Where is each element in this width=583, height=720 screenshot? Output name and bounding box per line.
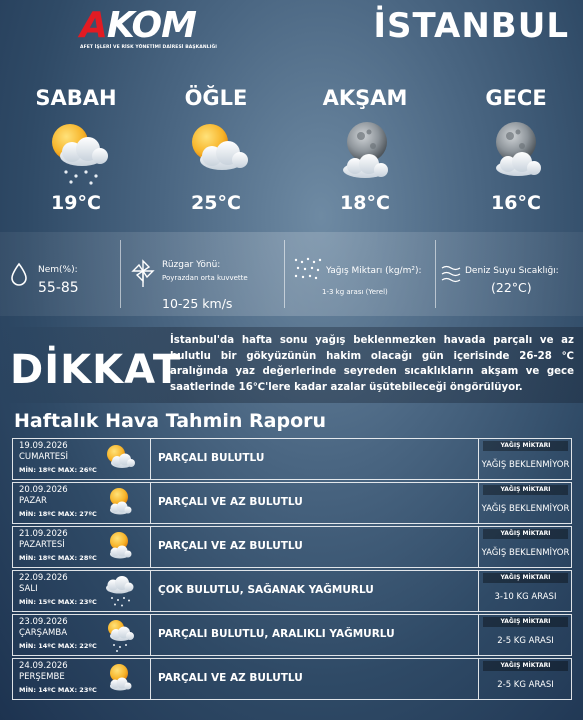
rain-cell: [478, 439, 571, 479]
period-temp: 25°C: [191, 192, 241, 214]
logo-letters: KOM: [106, 5, 196, 46]
divider: [435, 240, 436, 308]
row-day: SALI: [19, 584, 38, 594]
rain-amount: 2-5 KG ARASI: [497, 679, 554, 690]
rain-amount: YAĞIŞ BEKLENMİYOR: [481, 547, 570, 558]
conditions-strip: [0, 232, 583, 316]
period-name: SABAH: [35, 86, 117, 110]
sea-temp-value: (22°C): [491, 280, 532, 295]
rain-amount: YAĞIŞ BEKLENMİYOR: [481, 503, 570, 514]
row-date: 21.09.2026: [19, 529, 68, 539]
moon-cloud-icon: [476, 116, 556, 188]
table-row: [12, 526, 572, 568]
period-morning: [16, 86, 136, 214]
sea-temp-cell: [437, 232, 583, 316]
row-date: 19.09.2026: [19, 441, 68, 451]
rain-amount: 2-5 KG ARASI: [497, 635, 554, 646]
rain-header: YAĞIŞ MİKTARI: [483, 485, 568, 495]
row-date: 20.09.2026: [19, 485, 68, 495]
row-minmax: MİN: 18ºC MAX: 27ºC: [19, 510, 97, 518]
sea-temp-label: Deniz Suyu Sıcaklığı:: [465, 266, 559, 276]
row-description: PARÇALI BULUTLU: [158, 452, 265, 464]
row-minmax: MİN: 18ºC MAX: 26ºC: [19, 466, 97, 474]
period-name: GECE: [485, 86, 547, 110]
row-description: ÇOK BULUTLU, SAĞANAK YAĞMURLU: [158, 584, 374, 596]
rain-header: YAĞIŞ MİKTARI: [483, 441, 568, 451]
rain-header: YAĞIŞ MİKTARI: [483, 617, 568, 627]
logo-letter-a: A: [80, 5, 107, 46]
row-date: 22.09.2026: [19, 573, 68, 583]
table-row: [12, 614, 572, 656]
divider: [120, 240, 121, 308]
humidity-value: 55-85: [38, 280, 79, 296]
row-description: PARÇALI VE AZ BULUTLU: [158, 540, 303, 552]
row-date: 24.09.2026: [19, 661, 68, 671]
rain-cell: [478, 527, 571, 567]
logo-wordmark: [80, 5, 206, 46]
row-description: PARÇALI BULUTLU, ARALIKLI YAĞMURLU: [158, 628, 395, 640]
rain-label: Yağış Miktarı (kg/m²):: [326, 266, 422, 276]
sun-cloud-icon: [97, 529, 141, 565]
rain-cell: [286, 232, 434, 316]
row-day: PERŞEMBE: [19, 672, 65, 682]
moon-cloud-icon: [325, 116, 405, 188]
sun-cloud-icon: [97, 485, 141, 521]
wind-cell: [122, 232, 282, 316]
period-night: [456, 86, 576, 214]
city-title: İSTANBUL: [373, 6, 569, 46]
row-description: PARÇALI VE AZ BULUTLU: [158, 496, 303, 508]
day-cell: [13, 615, 151, 655]
cloud-rain-icon: [97, 573, 141, 609]
wind-value: 10-25 km/s: [162, 296, 233, 311]
row-day: PAZARTESİ: [19, 540, 65, 550]
table-row: [12, 658, 572, 700]
humidity-label: Nem(%):: [38, 265, 78, 275]
sun-cloud-icon: [97, 441, 141, 477]
row-day: PAZAR: [19, 496, 47, 506]
warning-text: İstanbul'da hafta sonu yağış beklenmezken havada parçalı ve az bulutlu bir gökyüzünün hakim olacağı gün içerisinde 26-28 ℃ aralığında yaz değerlerinde seyreden sıcaklıkların akşam ve gece saatlerinde 16℃'lere kadar azalar üşütebileceği öngörülüyor.: [170, 335, 574, 393]
period-temp: 19°C: [51, 192, 101, 214]
rain-cell: [478, 659, 571, 699]
sun-cloud-rain-icon: [36, 116, 116, 188]
row-minmax: MİN: 15ºC MAX: 23ºC: [19, 598, 97, 606]
row-day: CUMARTESİ: [19, 452, 69, 462]
wind-detail: Poyrazdan orta kuvvette: [162, 274, 248, 282]
akom-logo: [80, 5, 218, 50]
row-day: ÇARŞAMBA: [19, 628, 68, 638]
day-cell: [13, 483, 151, 523]
humidity-cell: [0, 232, 118, 316]
rain-detail: 1-3 kg arası (Yerel): [322, 288, 388, 296]
period-temp: 16°C: [491, 192, 541, 214]
warning-title: DİKKAT: [10, 347, 182, 393]
rain-drops-icon: [292, 256, 322, 282]
rain-header: YAĞIŞ MİKTARI: [483, 529, 568, 539]
sun-cloud-icon: [176, 116, 256, 188]
row-minmax: MİN: 14ºC MAX: 22ºC: [19, 642, 97, 650]
day-cell: [13, 527, 151, 567]
period-name: AKŞAM: [322, 86, 408, 110]
row-minmax: MİN: 14ºC MAX: 23ºC: [19, 686, 97, 694]
rain-cell: [478, 483, 571, 523]
rain-header: YAĞIŞ MİKTARI: [483, 573, 568, 583]
row-description: PARÇALI VE AZ BULUTLU: [158, 672, 303, 684]
row-date: 23.09.2026: [19, 617, 68, 627]
rain-amount: YAĞIŞ BEKLENMİYOR: [481, 459, 570, 470]
rain-header: YAĞIŞ MİKTARI: [483, 661, 568, 671]
table-row: [12, 570, 572, 612]
sun-cloud-rain-icon: [97, 617, 141, 653]
table-row: [12, 482, 572, 524]
pinwheel-icon: [130, 258, 156, 288]
divider: [284, 240, 285, 308]
water-drop-icon: [10, 262, 28, 286]
table-row: [12, 438, 572, 480]
row-minmax: MİN: 18ºC MAX: 28ºC: [19, 554, 97, 562]
warning-section: [0, 327, 583, 403]
period-temp: 18°C: [340, 192, 390, 214]
rain-cell: [478, 615, 571, 655]
day-cell: [13, 571, 151, 611]
logo-subtitle: AFET İŞLERİ VE RİSK YÖNETİMİ DAİRESİ BAŞKANLIĞI: [80, 45, 218, 50]
weekly-title: Haftalık Hava Tahmin Raporu: [14, 410, 327, 432]
rain-cell: [478, 571, 571, 611]
waves-icon: [441, 264, 461, 284]
period-noon: [156, 86, 276, 214]
day-cell: [13, 439, 151, 479]
wind-label: Rüzgar Yönü:: [162, 260, 221, 270]
sun-cloud-icon: [97, 661, 141, 697]
period-name: ÖĞLE: [184, 86, 248, 110]
day-cell: [13, 659, 151, 699]
rain-amount: 3-10 KG ARASI: [494, 591, 557, 602]
period-evening: [305, 86, 425, 214]
